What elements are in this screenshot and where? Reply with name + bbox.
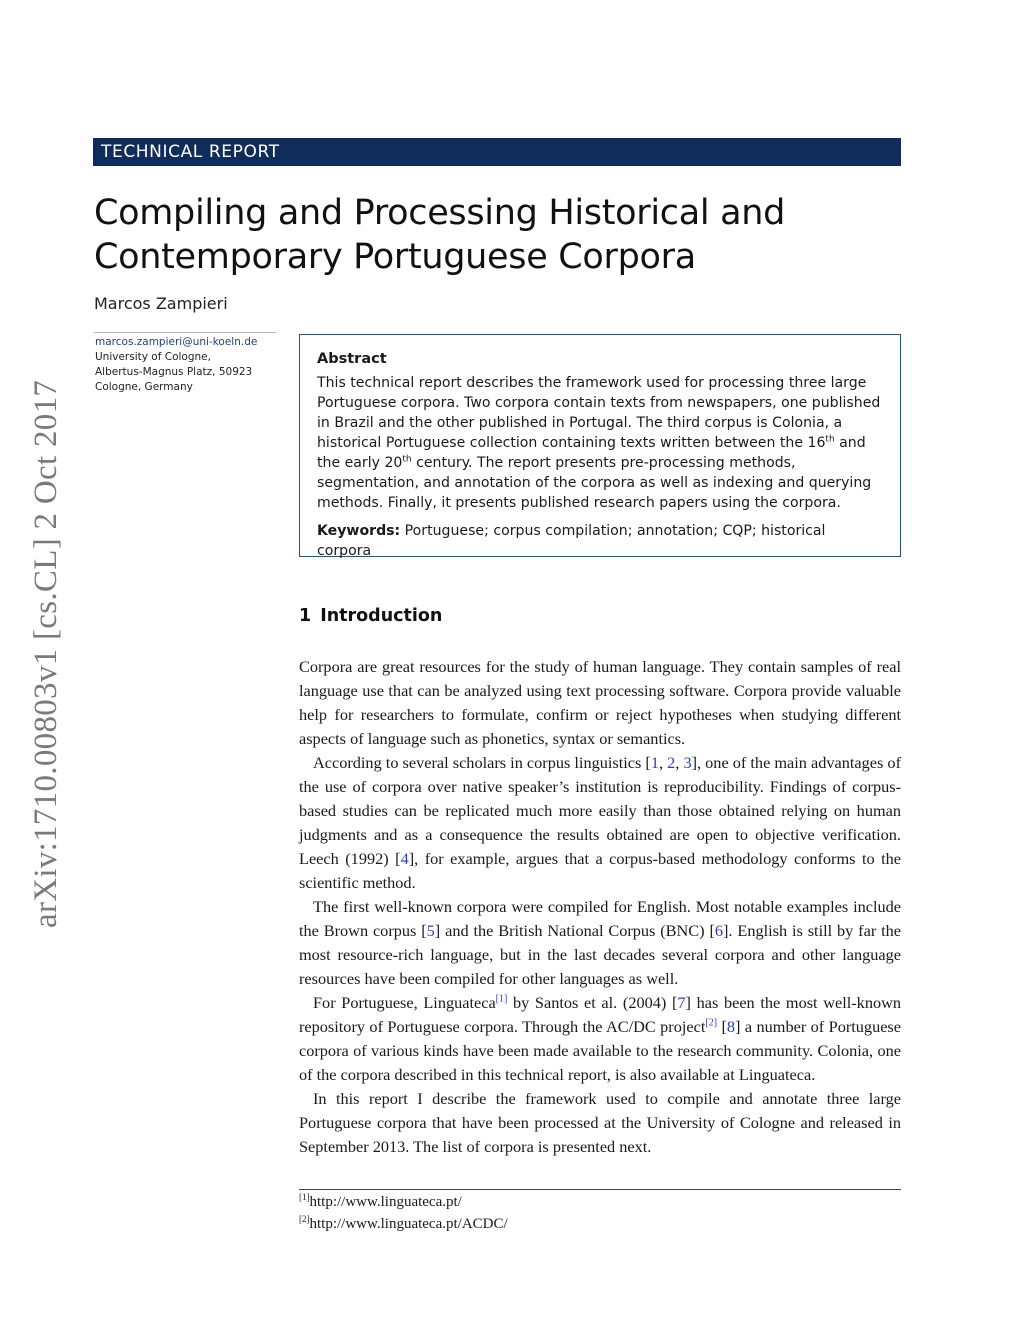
abstract-part-3: century. The report presents pre-processing methods, segmentation, and annotation of the corpora as well as indexing and querying methods. Finally, it presents published research papers using the corpora. bbox=[317, 455, 872, 511]
keywords-line bbox=[317, 521, 882, 561]
abstract-sup-1: th bbox=[825, 434, 835, 445]
intro-paragraph-5: In this report I describe the framework used to compile and annotate three large Portuguese corpora that have been processed at the University of Cologne and released in September 2013. The list of corpora is presented next. bbox=[299, 1089, 901, 1156]
footnotes bbox=[299, 1191, 901, 1235]
paper-title bbox=[94, 191, 894, 279]
citation-link[interactable]: 4 bbox=[400, 849, 409, 868]
abstract-sup-2: th bbox=[402, 454, 412, 465]
p3-text-c: ]. English is still by far the most resource-rich language, but in the last decades several corpora and other language resources have been compiled for other languages as well. bbox=[299, 921, 902, 988]
intro-paragraph-3 bbox=[299, 895, 901, 991]
citation-link[interactable]: 1 bbox=[650, 753, 659, 772]
keywords-list: Portuguese; corpus compilation; annotation; CQP; historical corpora bbox=[317, 523, 826, 559]
affiliation-divider bbox=[94, 332, 276, 333]
affiliation-line-3: Cologne, Germany bbox=[95, 381, 193, 393]
intro-paragraph-4 bbox=[299, 991, 901, 1087]
p2-text-b: ], one of the main advantages of the use of corpora over native speaker’s institution is reproducibility. Findings of corpus-based studies can be replicated much more easily than those obtained relying on human judgments and as a consequence the results obtained are open to objective verification. Leech (1992) [ bbox=[299, 753, 901, 868]
keywords-label: Keywords: bbox=[317, 523, 401, 539]
title-line-1: Compiling and Processing Historical and bbox=[94, 193, 786, 233]
citation-link[interactable]: 3 bbox=[683, 753, 692, 772]
citation-link[interactable]: 7 bbox=[677, 993, 686, 1012]
abstract-text bbox=[317, 373, 882, 513]
footnote-divider bbox=[299, 1189, 901, 1190]
footnote-ref-1[interactable]: [1] bbox=[495, 993, 508, 1005]
footnote-2-mark: [2] bbox=[299, 1214, 310, 1224]
affiliation-block bbox=[95, 335, 285, 395]
p3-text-b: ] and the British National Corpus (BNC) [ bbox=[434, 921, 715, 940]
abstract-box bbox=[299, 334, 901, 557]
p4-text-b: by Santos et al. (2004) [ bbox=[507, 993, 678, 1012]
p2-text-c: ], for example, argues that a corpus-based methodology conforms to the scientific method. bbox=[299, 849, 902, 892]
author-name: Marcos Zampieri bbox=[94, 294, 228, 313]
affiliation-line-1: University of Cologne, bbox=[95, 351, 211, 363]
p2-text-a: According to several scholars in corpus linguistics [ bbox=[313, 753, 651, 772]
arxiv-margin-id: arXiv:1710.00803v1 [cs.CL] 2 Oct 2017 bbox=[28, 379, 64, 928]
p4-text-e: ] a number of Portuguese corpora of various kinds have been made available to the research community. Colonia, one of the corpora described in this technical report, is also available at Linguateca. bbox=[299, 1017, 901, 1084]
footnote-1-url[interactable]: http://www.linguateca.pt/ bbox=[309, 1194, 462, 1210]
section-title: Introduction bbox=[320, 606, 443, 626]
author-email-link[interactable]: marcos.zampieri@uni-koeln.de bbox=[95, 336, 258, 348]
citation-link[interactable]: 8 bbox=[726, 1017, 736, 1036]
abstract-heading: Abstract bbox=[317, 351, 387, 367]
section-heading-introduction bbox=[299, 606, 442, 626]
section-number: 1 bbox=[299, 606, 312, 626]
abstract-part-2: and the early 20 bbox=[317, 435, 866, 471]
citation-link[interactable]: 6 bbox=[714, 921, 724, 940]
footnote-1-mark: [1] bbox=[299, 1192, 310, 1202]
citation-link[interactable]: 5 bbox=[426, 921, 435, 940]
p4-text-d: [ bbox=[717, 1017, 727, 1036]
intro-paragraph-1: Corpora are great resources for the study of human language. They contain samples of real language use that can be analyzed using text processing software. Corpora provide valuable help for researchers to formulate, confirm or reject hypotheses when studying different aspects of language such as phonetics, syntax or semantics. bbox=[299, 657, 901, 748]
p3-text-a: The first well-known corpora were compiled for English. Most notable examples include the Brown corpus [ bbox=[299, 897, 901, 940]
introduction-body bbox=[299, 655, 901, 1159]
p4-text-a: For Portuguese, Linguateca bbox=[313, 993, 496, 1012]
footnote-2 bbox=[299, 1213, 901, 1235]
footnote-1 bbox=[299, 1191, 901, 1213]
report-type-banner: TECHNICAL REPORT bbox=[93, 138, 901, 166]
affiliation-line-2: Albertus-Magnus Platz, 50923 bbox=[95, 366, 253, 378]
title-line-2: Contemporary Portuguese Corpora bbox=[94, 237, 696, 277]
intro-paragraph-2: According to several scholars in corpus linguistics [1, 2, 3], one of the main advantages of the use of corpora over native speaker’s institution is reproducibility. Findings of corpus-based studies can be replicated much more easily than those obtained relying on human judgments and as a consequence the results obtained are open to objective verification. Leech (1992) [4], for example, argues that a corpus-based methodology conforms to the scientific method. bbox=[299, 753, 902, 892]
footnote-ref-2[interactable]: [2] bbox=[705, 1017, 718, 1029]
abstract-part-1: This technical report describes the framework used for processing three large Portuguese corpora. Two corpora contain texts from newspapers, one published in Brazil and the other published in Portugal. The third corpus is Colonia, a historical Portuguese collection containing texts written between the 16 bbox=[317, 375, 881, 451]
p4-text-c: ] has been the most well-known repository of Portuguese corpora. Through the AC/DC project bbox=[299, 993, 901, 1036]
citation-link[interactable]: 2 bbox=[667, 753, 676, 772]
footnote-2-url[interactable]: http://www.linguateca.pt/ACDC/ bbox=[309, 1216, 508, 1232]
